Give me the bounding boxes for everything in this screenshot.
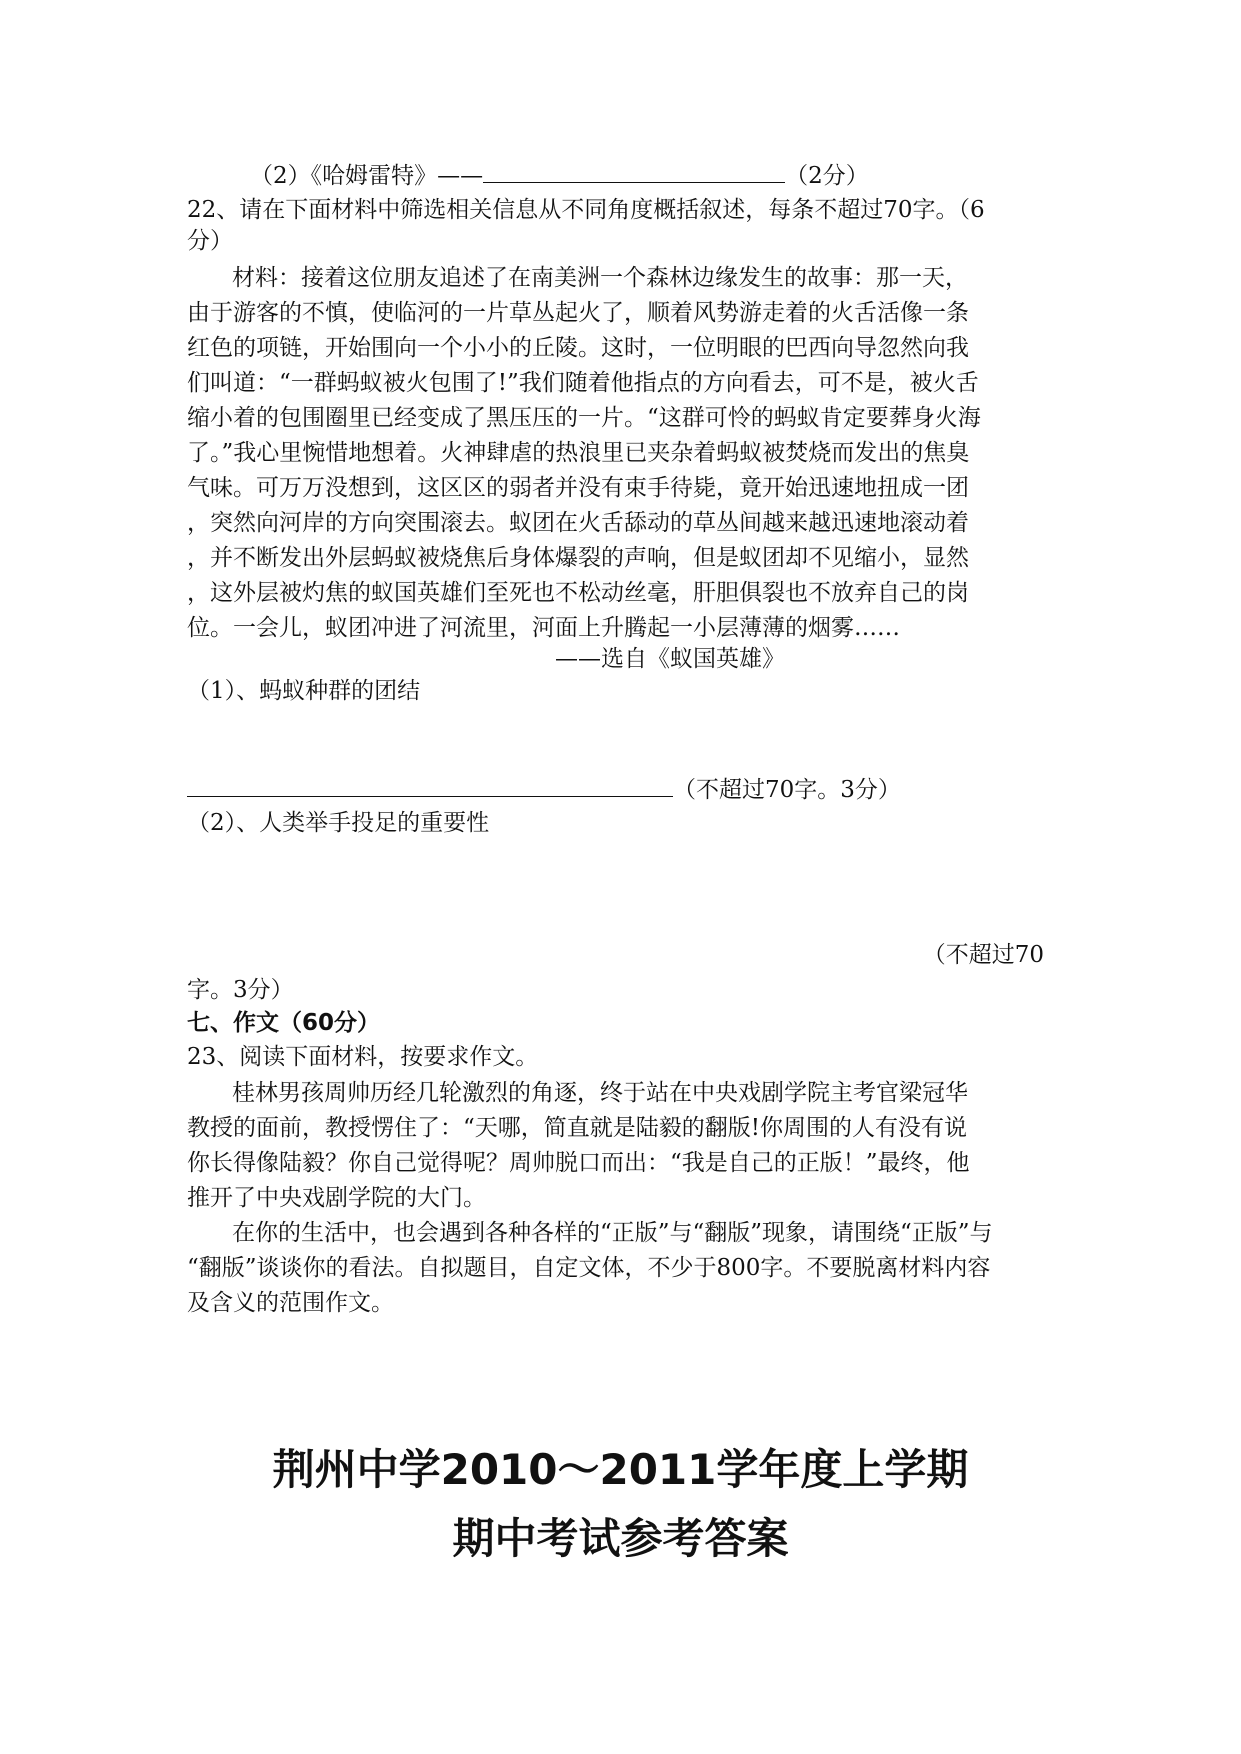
section7-heading: 七、作文（60分） <box>187 1010 381 1036</box>
q22-material-line: 材料：接着这位朋友追述了在南美洲一个森林边缘发生的故事：那一天， <box>232 265 968 291</box>
q22-sub2-label: （2）、人类举手投足的重要性 <box>187 810 490 836</box>
q22-material-line: 由于游客的不慎，使临河的一片草丛起火了，顺着风势游走着的火舌活像一条 <box>187 300 969 326</box>
answer-title-line1: 荆州中学2010～2011学年度上学期 <box>272 1445 969 1494</box>
q22-material-line: 位。一会儿，蚁团冲进了河流里，河面上升腾起一小层薄薄的烟雾…… <box>187 615 900 641</box>
q22-sub2-limit-a: （不超过70 <box>922 942 1044 968</box>
q21-item2-answer-blank[interactable] <box>483 160 785 183</box>
q22-material-line: ，并不断发出外层蚂蚁被烧焦后身体爆裂的声响，但是蚁团却不见缩小，显然 <box>187 545 969 571</box>
q22-stem-line1: 22、请在下面材料中筛选相关信息从不同角度概括叙述，每条不超过70字。（6 <box>187 197 985 223</box>
q23-task-line: 在你的生活中，也会遇到各种各样的“正版”与“翻版”现象，请围绕“正版”与 <box>232 1220 993 1246</box>
q23-material-line: 桂林男孩周帅历经几轮激烈的角逐，终于站在中央戏剧学院主考官梁冠华 <box>232 1080 968 1106</box>
q22-material-line: 了。”我心里惋惜地想着。火神肆虐的热浪里已夹杂着蚂蚁被焚烧而发出的焦臭 <box>187 440 970 466</box>
q23-material-line: 教授的面前，教授愣住了：“天哪，简直就是陆毅的翻版!你周围的人有没有说 <box>187 1115 968 1141</box>
q23-stem: 23、阅读下面材料，按要求作文。 <box>187 1044 539 1070</box>
q22-sub1-answer <box>187 774 901 805</box>
q22-sub2-limit-b: 字。3分） <box>187 977 294 1003</box>
q21-item2-prefix: （2）《哈姆雷特》—— <box>250 163 484 189</box>
q22-material-line: 缩小着的包围圈里已经变成了黑压压的一片。“这群可怜的蚂蚁肯定要葬身火海 <box>187 405 981 431</box>
answer-title-line2: 期中考试参考答案 <box>452 1514 789 1563</box>
q23-task-line: “翻版”谈谈你的看法。自拟题目，自定文体，不少于800字。不要脱离材料内容 <box>187 1255 991 1281</box>
q21-item2 <box>250 160 869 191</box>
q23-material-line: 推开了中央戏剧学院的大门。 <box>187 1185 486 1211</box>
q21-item2-score: （2分） <box>785 163 869 189</box>
q22-material-line: ，突然向河岸的方向突围滚去。蚁团在火舌舔动的草丛间越来越迅速地滚动着 <box>187 510 969 536</box>
q22-material-line: 红色的项链，开始围向一个小小的丘陵。这时，一位明眼的巴西向导忽然向我 <box>187 335 969 361</box>
q22-material-line: 气味。可万万没想到，这区区的弱者并没有束手待毙，竟开始迅速地扭成一团 <box>187 475 969 501</box>
q22-sub1-answer-blank[interactable] <box>187 774 673 797</box>
q22-sub1-label: （1）、蚂蚁种群的团结 <box>187 678 421 704</box>
q22-material-line: 们叫道：“一群蚂蚁被火包围了!”我们随着他指点的方向看去，可不是，被火舌 <box>187 370 979 396</box>
q23-task-line: 及含义的范围作文。 <box>187 1290 394 1316</box>
q22-material-source: ——选自《蚁国英雄》 <box>555 646 785 672</box>
q22-stem-line2: 分） <box>187 228 233 254</box>
q23-material-line: 你长得像陆毅？你自己觉得呢？周帅脱口而出：“我是自己的正版！”最终，他 <box>187 1150 970 1176</box>
q22-material-line: ，这外层被灼焦的蚁国英雄们至死也不松动丝毫，肝胆俱裂也不放弃自己的岗 <box>187 580 969 606</box>
q22-sub1-limit: （不超过70字。3分） <box>673 777 901 803</box>
